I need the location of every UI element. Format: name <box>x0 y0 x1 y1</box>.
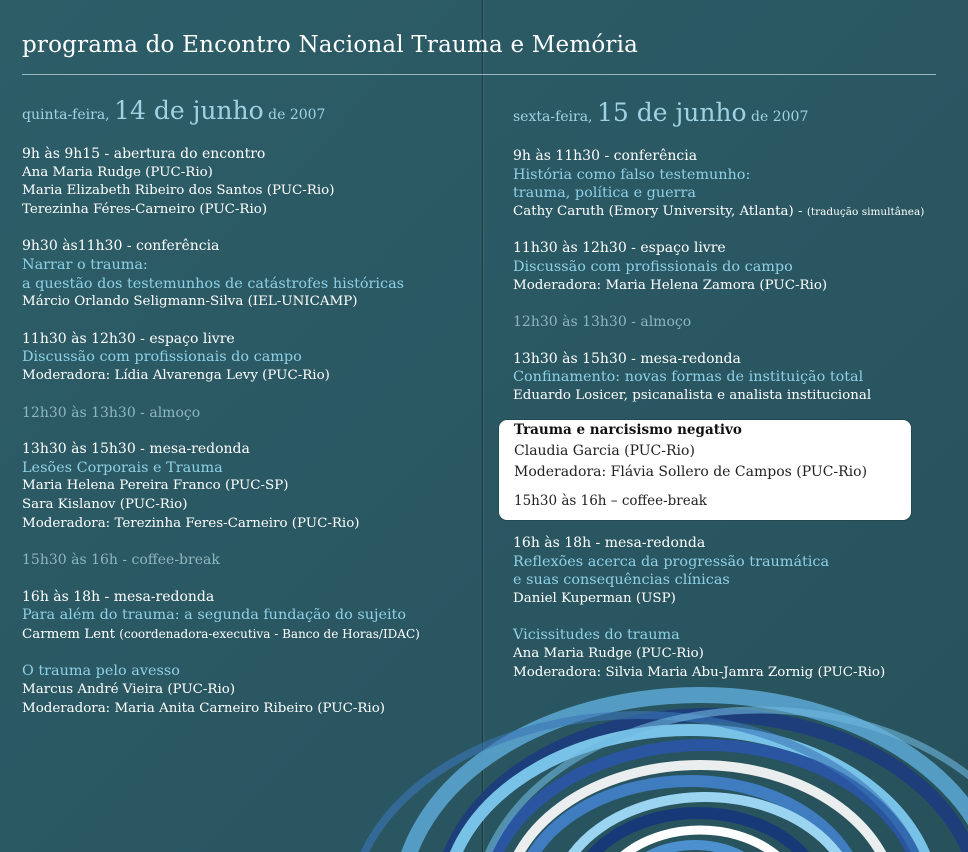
session-person: Terezinha Féres-Carneiro (PUC-Rio) <box>22 201 268 217</box>
session-block <box>513 350 953 406</box>
break-time: 12h30 às 13h30 - almoço <box>513 314 692 331</box>
session-block <box>22 237 472 311</box>
session-person: Daniel Kuperman (USP) <box>513 590 676 606</box>
day-2-header <box>513 98 953 127</box>
session-topic: a questão dos testemunhos de catástrofes históricas <box>22 275 405 292</box>
session-person: Sara Kislanov (PUC-Rio) <box>22 496 188 512</box>
day-1-year: de 2007 <box>268 107 326 123</box>
session-person: Ana Maria Rudge (PUC-Rio) <box>22 164 213 180</box>
day-2-column <box>513 98 953 424</box>
title-divider <box>22 74 936 75</box>
insert-moderator: Moderadora: Flávia Sollero de Campos (PUC-Rio) <box>514 464 868 480</box>
session-person: Cathy Caruth (Emory University, Atlanta) - <box>513 203 803 219</box>
session-time: 13h30 às 15h30 - mesa-redonda <box>513 350 741 367</box>
session-time: 11h30 às 12h30 - espaço livre <box>513 240 726 257</box>
session-topic: Vicissitudes do trauma <box>513 627 680 644</box>
session-person: Maria Elizabeth Ribeiro dos Santos (PUC-Rio) <box>22 183 335 199</box>
break-block <box>22 551 472 570</box>
session-block <box>22 588 472 645</box>
session-topic: Narrar o trauma: <box>22 256 148 273</box>
session-topic: Confinamento: novas formas de instituição total <box>513 369 864 386</box>
day-2-column-continued <box>513 534 953 700</box>
session-topic: História como falso testemunho: <box>513 166 751 183</box>
session-block <box>513 534 953 608</box>
session-time: 9h30 às11h30 - conferência <box>22 238 220 255</box>
session-topic: e suas consequências clínicas <box>513 572 730 589</box>
session-person: Moderadora: Lídia Alvarenga Levy (PUC-Rio) <box>22 367 330 383</box>
session-time: 13h30 às 15h30 - mesa-redonda <box>22 441 250 458</box>
session-person: Ana Maria Rudge (PUC-Rio) <box>513 645 704 661</box>
session-block <box>513 147 953 221</box>
session-time: 9h às 9h15 - abertura do encontro <box>22 146 266 162</box>
inserted-session-card <box>499 420 911 520</box>
session-person: Moderadora: Maria Anita Carneiro Ribeiro (PUC-Rio) <box>22 700 386 716</box>
session-note: (tradução simultânea) <box>806 205 925 218</box>
session-person: Moderadora: Maria Helena Zamora (PUC-Rio) <box>513 277 828 293</box>
session-person-with-note <box>513 203 953 222</box>
break-block <box>513 313 953 332</box>
page-title: programa do Encontro Nacional Trauma e Memória <box>22 32 639 58</box>
insert-coffee-break: 15h30 às 16h – coffee-break <box>514 493 707 509</box>
session-topic: O trauma pelo avesso <box>22 663 180 680</box>
session-block <box>22 330 472 386</box>
break-time: 15h30 às 16h - coffee-break <box>22 552 220 569</box>
session-person: Carmem Lent <box>22 626 116 642</box>
session-topic: Reflexões acerca da progressão traumática <box>513 553 830 570</box>
day-1-column <box>22 96 472 736</box>
session-block <box>22 662 472 718</box>
session-block <box>513 626 953 682</box>
break-time: 12h30 às 13h30 - almoço <box>22 404 201 421</box>
day-2-weekday: sexta-feira, <box>513 109 593 125</box>
day-2-year: de 2007 <box>751 109 809 125</box>
break-block <box>22 404 472 423</box>
day-1-date: 14 de junho <box>114 96 264 125</box>
session-person: Maria Helena Pereira Franco (PUC-SP) <box>22 478 289 494</box>
day-2-date: 15 de junho <box>596 98 747 127</box>
day-1-header <box>22 96 472 125</box>
session-block <box>513 239 953 295</box>
session-person: Moderadora: Silvia Maria Abu-Jamra Zornig (PUC-Rio) <box>513 664 886 680</box>
insert-heading: Trauma e narcisismo negativo <box>514 422 742 438</box>
session-topic: Para além do trauma: a segunda fundação do sujeito <box>22 607 407 624</box>
session-topic: Lesões Corporais e Trauma <box>22 459 223 476</box>
session-time: 11h30 às 12h30 - espaço livre <box>22 330 235 347</box>
session-person: Márcio Orlando Seligmann-Silva (IEL-UNICAMP) <box>22 294 358 310</box>
session-time: 9h às 11h30 - conferência <box>513 148 698 164</box>
session-topic: Discussão com profissionais do campo <box>513 258 793 275</box>
insert-person: Claudia Garcia (PUC-Rio) <box>514 443 695 459</box>
session-note: (coordenadora-executiva - Banco de Horas/IDAC) <box>119 626 420 641</box>
session-block <box>22 440 472 533</box>
session-topic: Discussão com profissionais do campo <box>22 349 302 366</box>
session-block <box>22 145 472 219</box>
session-person: Moderadora: Terezinha Feres-Carneiro (PUC-Rio) <box>22 515 360 531</box>
session-time: 16h às 18h - mesa-redonda <box>513 535 706 551</box>
session-time: 16h às 18h - mesa-redonda <box>22 588 215 605</box>
session-person-with-note <box>22 625 472 645</box>
session-topic: trauma, política e guerra <box>513 185 696 202</box>
session-person: Marcus André Vieira (PUC-Rio) <box>22 682 236 698</box>
session-person: Eduardo Losicer, psicanalista e analista institucional <box>513 387 872 403</box>
day-1-weekday: quinta-feira, <box>22 107 110 123</box>
